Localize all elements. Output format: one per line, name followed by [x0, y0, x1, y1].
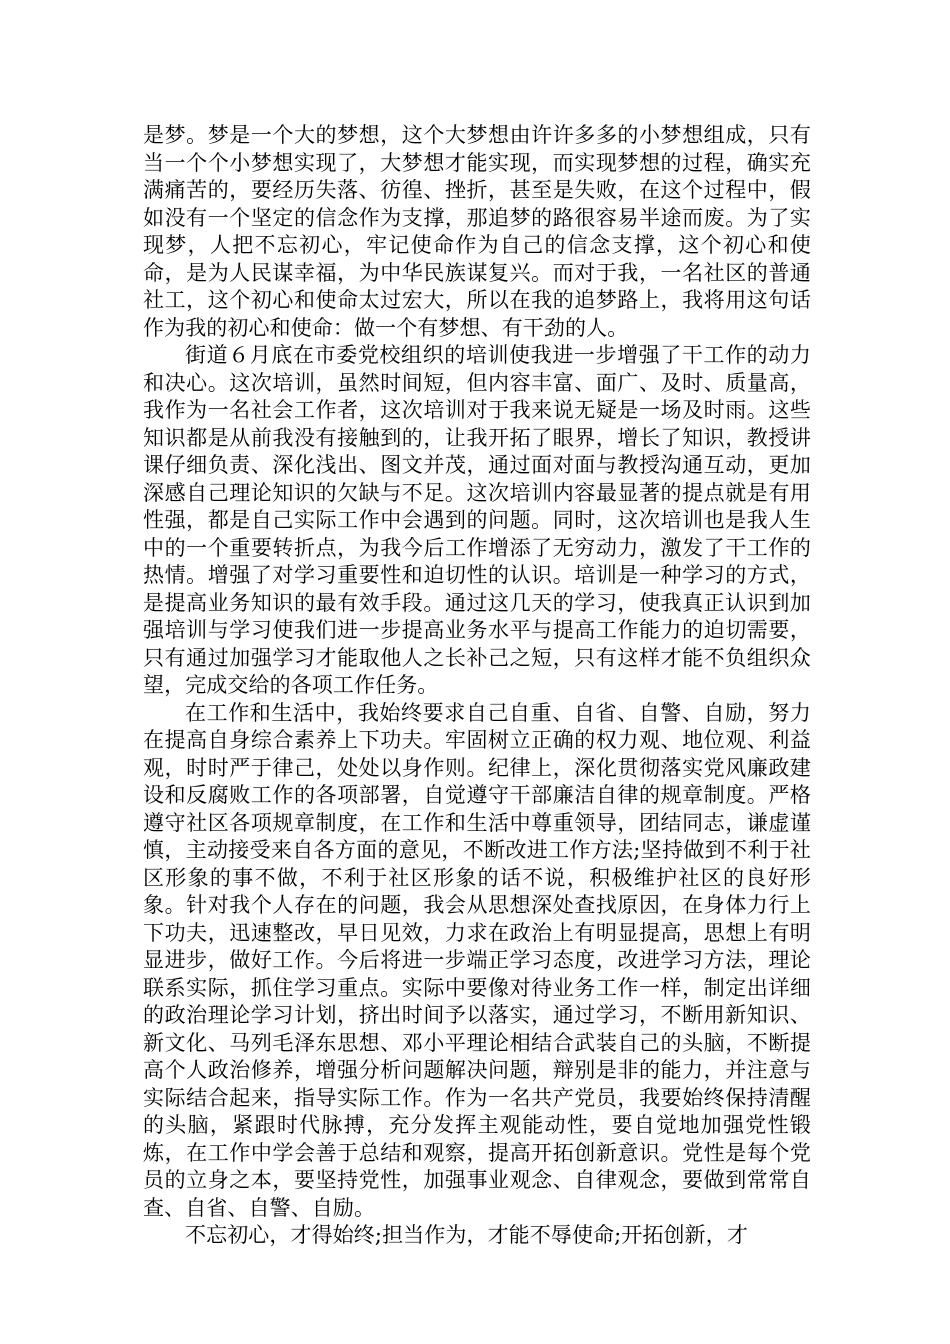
paragraph-closing: 不忘初心，才得始终;担当作为，才能不辱使命;开拓创新，才 [185, 1223, 748, 1247]
paragraph-continuation: 是梦。梦是一个大的梦想，这个大梦想由许许多多的小梦想组成，只有当一个个小梦想实现了，大梦想才能实现，而实现梦想的过程，确实充满痛苦的，要经历失落、彷徨、挫折，甚至是失败，在这个过程中，假如没有一个坚定的信念作为支撑，那追梦的路很容易半途而废。为了实现梦，人把不忘初心，牢记使命作为自己的信念支撑，这个初心和使命，是为人民谋幸福，为中华民族谋复兴。而对于我，一名社区的普通社工，这个初心和使命太过宏大，所以在我的追梦路上，我将用这句话作为我的初心和使命：做一个有梦想、有干劲的人。 [143, 123, 811, 340]
paragraph-self-discipline: 在工作和生活中，我始终要求自己自重、自省、自警、自励，努力在提高自身综合素养上下功夫。牢固树立正确的权力观、地位观、利益观，时时严于律己，处处以身作则。纪律上，深化贯彻落实党风廉政建设和反腐败工作的各项部署，自觉遵守干部廉洁自律的规章制度。严格遵守社区各项规章制度，在工作和生活中尊重领导，团结同志，谦虚谨慎，主动接受来自各方面的意见，不断改进工作方法;坚持做到不利于社区形象的事不做，不利于社区形象的话不说，积极维护社区的良好形象。针对我个人存在的问题，我会从思想深处查找原因，在身体力行上下功夫，迅速整改，早日见效，力求在政治上有明显提高，思想上有明显进步，做好工作。今后将进一步端正学习态度，改进学习方法，理论联系实际，抓住学习重点。实际中要像对待业务工作一样，制定出详细的政治理论学习计划，挤出时间予以落实，通过学习，不断用新知识、新文化、马列毛泽东思想、邓小平理论相结合武装自己的头脑，不断提高个人政治修养，增强分析问题解决问题，辩别是非的能力，并注意与实际结合起来，指导实际工作。作为一名共产党员，我要始终保持清醒的头脑，紧跟时代脉搏，充分发挥主观能动性，要自觉地加强党性锻炼，在工作中学会善于总结和观察，提高开拓创新意识。党性是每个党员的立身之本，要坚持党性，加强事业观念、自律观念，要做到常常自查、自省、自警、自励。 [143, 700, 811, 1220]
paragraph-training: 街道６月底在市委党校组织的培训使我进一步增强了干工作的动力和决心。这次培训，虽然时间短，但内容丰富、面广、及时、质量高，我作为一名社会工作者，这次培训对于我来说无疑是一场及时雨。这些知识都是从前我没有接触到的，让我开拓了眼界，增长了知识，教授讲课仔细负责、深化浅出、图文并茂，通过面对面与教授沟通互动，更加深感自己理论知识的欠缺与不足。这次培训内容最显著的提点就是有用性强，都是自己实际工作中会遇到的问题。同时，这次培训也是我人生中的一个重要转折点，为我今后工作增添了无穷动力，激发了干工作的热情。增强了对学习重要性和迫切性的认识。培训是一种学习的方式，是提高业务知识的最有效手段。通过这几天的学习，使我真正认识到加强培训与学习使我们进一步提高业务水平与提高工作能力的迫切需要，只有通过加强学习才能取他人之长补己之短，只有这样才能不负组织众望，完成交给的各项工作任务。 [143, 343, 811, 697]
document-page [143, 122, 811, 1250]
